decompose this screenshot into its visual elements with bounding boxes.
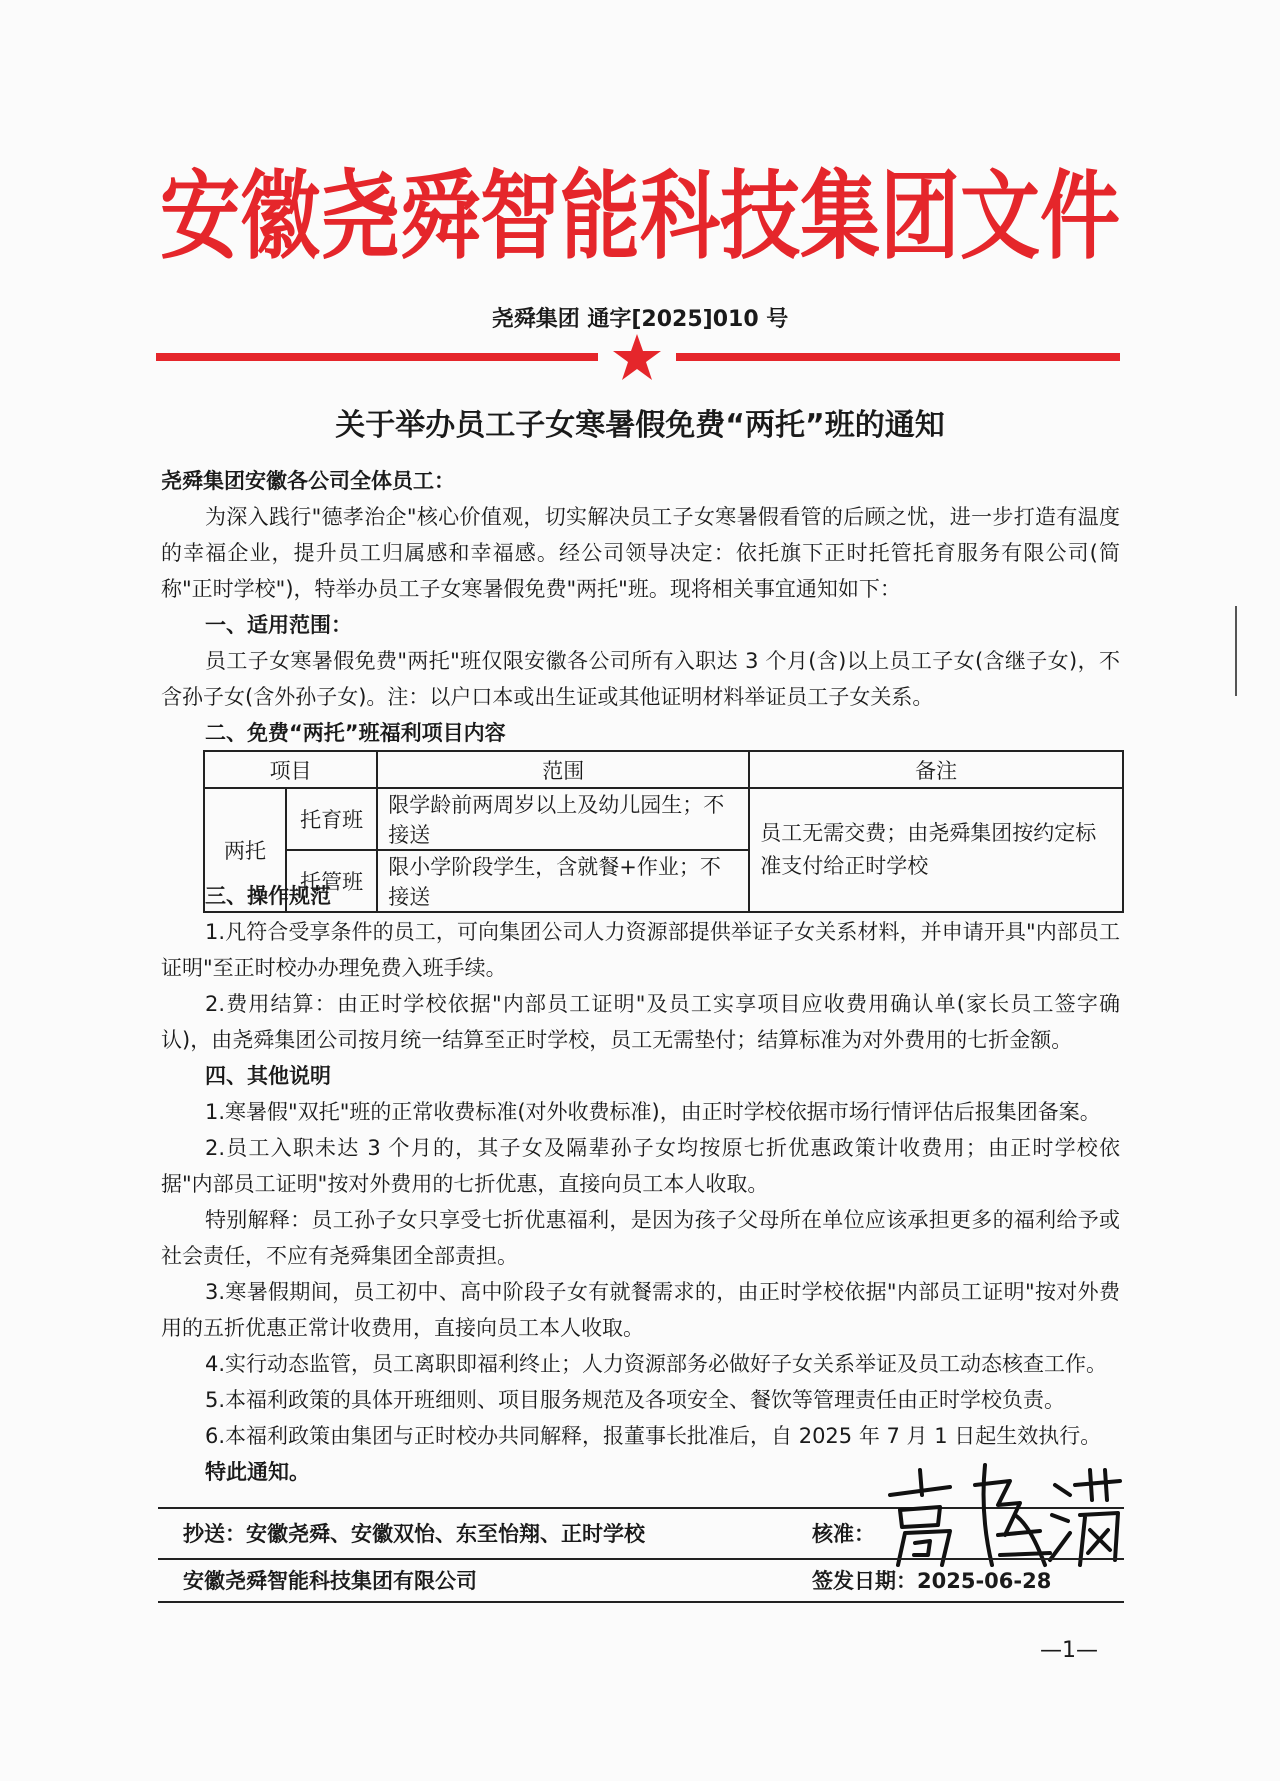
section4-heading: 四、其他说明 [205, 1064, 331, 1088]
item-cell: 托育班 [286, 788, 377, 850]
page-number: —1— [1040, 1638, 1098, 1663]
section4-item: 1.寒暑假"双托"班的正常收费标准(对外收费标准)，由正时学校依据市场行情评估后报集团备案。 [205, 1100, 1101, 1124]
header-item: 项目 [204, 751, 377, 788]
header-remark: 备注 [749, 751, 1123, 788]
remark-cell: 员工无需交费；由尧舜集团按约定标准支付给正时学校 [749, 788, 1123, 912]
section4-item: 3.寒暑假期间，员工初中、高中阶段子女有就餐需求的，由正时学校依据"内部员工证明"按对外费用的五折优惠正常计收费用，直接向员工本人收取。 [161, 1280, 1120, 1340]
section1-text: 员工子女寒暑假免费"两托"班仅限安徽各公司所有入职达 3 个月(含)以上员工子女(含继子女)，不含孙子女(含外孙子女)。注：以户口本或出生证或其他证明材料举证员工子女关系。 [161, 649, 1120, 709]
footer-divider [158, 1558, 1124, 1560]
group-cell: 两托 [204, 788, 286, 912]
scope-cell: 限小学阶段学生，含就餐+作业；不接送 [377, 850, 749, 912]
item-cell: 托管班 [286, 850, 377, 912]
intro-paragraph: 为深入践行"德孝治企"核心价值观，切实解决员工子女寒暑假看管的后顾之忧，进一步打造有温度的幸福企业，提升员工归属感和幸福感。经公司领导决定：依托旗下正时托管托育服务有限公司(简称"正时学校")，特举办员工子女寒暑假免费"两托"班。现将相关事宜通知如下： [161, 505, 1120, 601]
section4-item: 特别解释：员工孙子女只享受七折优惠福利，是因为孩子父母所在单位应该承担更多的福利给予或社会责任，不应有尧舜集团全部责担。 [161, 1208, 1120, 1268]
section4-item: 6.本福利政策由集团与正时校办共同解释，报董事长批准后，自 2025 年 7 月 1 日起生效执行。 [205, 1424, 1102, 1448]
section4-item: 2.员工入职未达 3 个月的，其子女及隔辈孙子女均按原七折优惠政策计收费用；由正时学校依据"内部员工证明"按对外费用的七折优惠，直接向员工本人收取。 [161, 1136, 1120, 1196]
issue-date: 签发日期：2025-06-28 [812, 1569, 1052, 1593]
section3-item: 1.凡符合受享条件的员工，可向集团公司人力资源部提供举证子女关系材料，并申请开具"内部员工证明"至正时校办办理免费入班手续。 [161, 920, 1120, 980]
red-divider-right [676, 353, 1120, 361]
red-divider-left [156, 353, 598, 361]
approve-label: 核准： [812, 1522, 875, 1546]
issuer-title: 安徽尧舜智能科技集团文件 [160, 159, 1120, 273]
body-part-2 [161, 878, 1120, 1490]
doc-number: 尧舜集团 通字[2025]010 号 [491, 307, 789, 332]
header-scope: 范围 [377, 751, 749, 788]
scope-cell: 限学龄前两周岁以上及幼儿园生；不接送 [377, 788, 749, 850]
footer-divider [158, 1601, 1124, 1603]
body-part-1 [161, 463, 1120, 751]
salutation: 尧舜集团安徽各公司全体员工： [161, 469, 455, 493]
section1-heading: 一、适用范围： [205, 613, 352, 637]
star-icon [613, 334, 661, 380]
scan-edge-mark [1235, 606, 1237, 696]
section2-heading: 二、免费“两托”班福利项目内容 [205, 721, 506, 745]
section3-item: 2.费用结算：由正时学校依据"内部员工证明"及员工实享项目应收费用确认单(家长员工签字确认)，由尧舜集团公司按月统一结算至正时学校，员工无需垫付；结算标准为对外费用的七折金额。 [161, 992, 1120, 1052]
table-header-row [204, 751, 1123, 788]
cc-list: 抄送：安徽尧舜、安徽双怡、东至怡翔、正时学校 [183, 1522, 645, 1546]
section3-heading: 三、操作规范 [205, 884, 331, 908]
section4-item: 5.本福利政策的具体开班细则、项目服务规范及各项安全、餐饮等管理责任由正时学校负责。 [205, 1388, 1066, 1412]
handwritten-signature [880, 1455, 1125, 1580]
table-row [204, 788, 1123, 850]
notice-title: 关于举办员工子女寒暑假免费“两托”班的通知 [335, 408, 945, 443]
closing: 特此通知。 [205, 1460, 310, 1484]
issuing-company: 安徽尧舜智能科技集团有限公司 [183, 1569, 477, 1593]
section4-item: 4.实行动态监管，员工离职即福利终止；人力资源部务必做好子女关系举证及员工动态核查工作。 [205, 1352, 1108, 1376]
